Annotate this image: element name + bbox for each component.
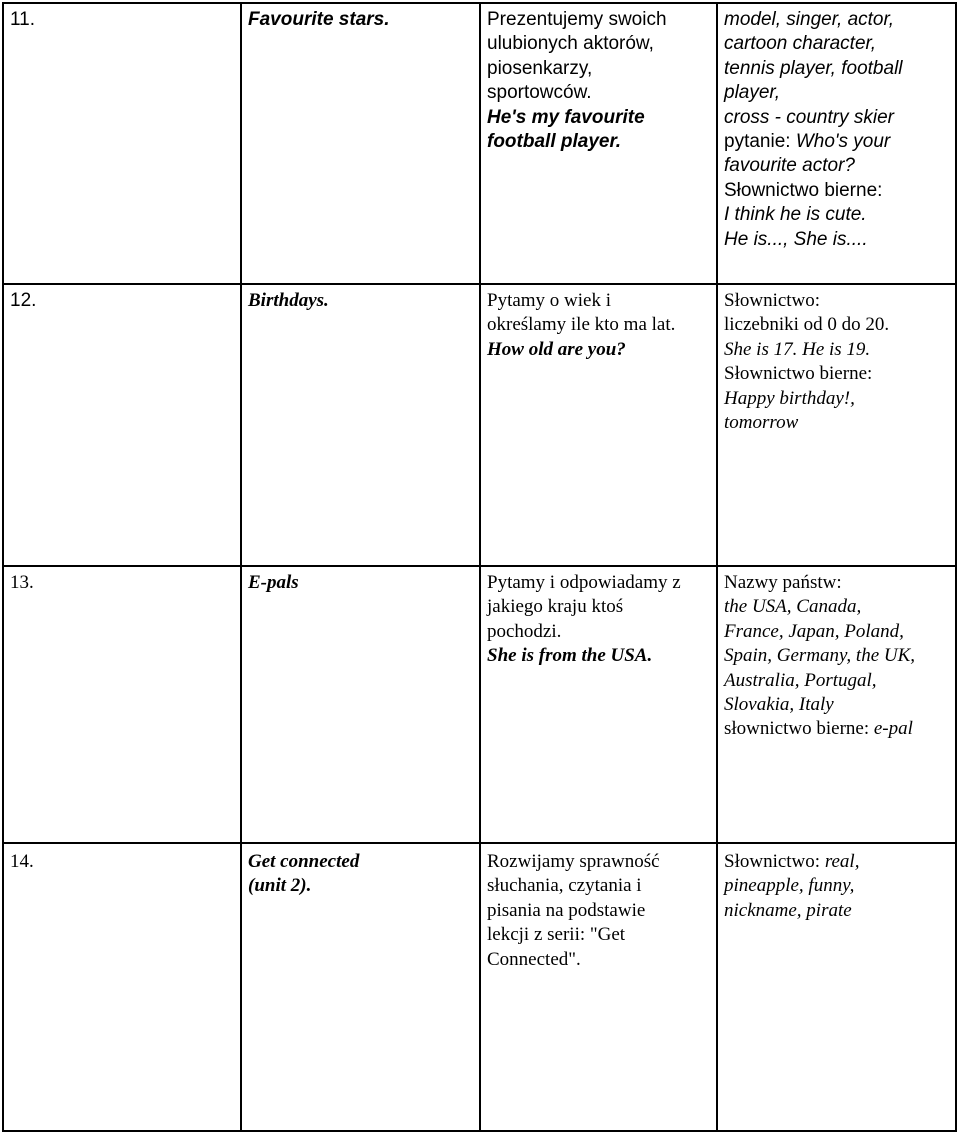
vocab-passive-label: Słownictwo bierne: — [724, 363, 873, 385]
goal-text: Prezentujemy swoich — [487, 9, 667, 30]
goal-example: football player. — [487, 131, 622, 153]
vocabulary-cell — [717, 566, 956, 843]
lesson-number-cell — [3, 843, 241, 1131]
vocab-item: Australia, Portugal, — [724, 669, 877, 691]
vocab-question-line — [724, 130, 949, 154]
vocab-item: the USA, Canada, — [724, 596, 862, 618]
vocab-item: France, Japan, Poland, — [724, 620, 904, 642]
vocab-passive-label: słownictwo bierne: — [724, 718, 874, 740]
lesson-topic-cell — [241, 284, 480, 566]
goal-text: pisania na podstawie — [487, 899, 646, 921]
lesson-goal-cell — [480, 843, 717, 1131]
vocab-passive-item: tomorrow — [724, 412, 799, 434]
goal-example: How old are you? — [487, 338, 626, 360]
lesson-goal-cell — [480, 3, 717, 284]
lesson-topic: Get connected — [248, 851, 360, 872]
vocab-item: She is 17. He is 19. — [724, 338, 871, 360]
lesson-topic: Birthdays. — [248, 290, 329, 311]
lesson-topic-cell — [241, 843, 480, 1131]
lesson-topic: Favourite stars. — [248, 9, 390, 30]
vocab-item: Slovakia, Italy — [724, 694, 834, 716]
lesson-number: 14. — [10, 851, 34, 872]
vocab-first-line — [724, 850, 949, 874]
vocabulary-cell — [717, 284, 956, 566]
table-row — [3, 284, 956, 566]
table-row — [3, 566, 956, 843]
vocab-passive-line — [724, 717, 949, 741]
vocab-passive-item: I think he is cute. — [724, 204, 867, 226]
lesson-number: 11. — [10, 9, 36, 30]
vocab-passive-item: e-pal — [873, 718, 913, 740]
vocabulary-cell — [717, 3, 956, 284]
goal-text: jakiego kraju ktoś — [487, 596, 624, 618]
vocab-question: Who's your — [795, 131, 891, 153]
vocab-question-label: pytanie: — [724, 131, 796, 153]
lesson-number-cell — [3, 566, 241, 843]
vocab-question: favourite actor? — [724, 155, 855, 177]
vocab-item: nickname, pirate — [724, 899, 852, 921]
goal-example: He's my favourite — [487, 106, 645, 128]
vocab-item: pineapple, funny, — [724, 875, 855, 897]
vocab-item: cartoon character, — [724, 33, 877, 55]
vocab-passive-item: He is..., She is.... — [724, 228, 868, 250]
vocab-label: Słownictwo: — [724, 851, 825, 872]
vocab-item: player, — [724, 82, 780, 104]
vocabulary-cell — [717, 843, 956, 1131]
vocab-label: Słownictwo: — [724, 290, 821, 311]
lesson-number-cell — [3, 3, 241, 284]
vocab-item: real, — [824, 851, 860, 872]
goal-text: pochodzi. — [487, 620, 562, 642]
goal-text: lekcji z serii: "Get — [487, 924, 626, 946]
lesson-number-cell — [3, 284, 241, 566]
lesson-goal-cell — [480, 284, 717, 566]
lesson-number: 13. — [10, 572, 34, 593]
goal-text: Rozwijamy sprawność — [487, 851, 660, 872]
lesson-topic: (unit 2). — [248, 875, 312, 897]
goal-text: określamy ile kto ma lat. — [487, 314, 676, 336]
goal-text: Connected". — [487, 948, 581, 970]
goal-example: She is from the USA. — [487, 645, 653, 667]
goal-text: Pytamy o wiek i — [487, 290, 612, 311]
lesson-number: 12. — [10, 290, 37, 311]
vocab-item: tennis player, football — [724, 57, 903, 79]
goal-text: Pytamy i odpowiadamy z — [487, 572, 681, 593]
lesson-topic-cell — [241, 566, 480, 843]
goal-text: ulubionych aktorów, — [487, 33, 654, 55]
goal-text: słuchania, czytania i — [487, 875, 642, 897]
goal-text: piosenkarzy, — [487, 57, 593, 79]
lesson-topic-cell — [241, 3, 480, 284]
vocab-label: Nazwy państw: — [724, 572, 842, 593]
curriculum-table — [2, 2, 957, 1132]
lesson-topic: E-pals — [248, 572, 299, 593]
vocab-item: Spain, Germany, the UK, — [724, 645, 916, 667]
vocab-item: model, singer, actor, — [724, 9, 895, 30]
table-row — [3, 3, 956, 284]
vocab-passive-item: Happy birthday!, — [724, 387, 855, 409]
goal-text: sportowców. — [487, 82, 592, 104]
vocab-text: liczebniki od 0 do 20. — [724, 314, 890, 336]
vocab-item: cross - country skier — [724, 106, 894, 128]
lesson-goal-cell — [480, 566, 717, 843]
table-row — [3, 843, 956, 1131]
vocab-passive-label: Słownictwo bierne: — [724, 179, 883, 201]
